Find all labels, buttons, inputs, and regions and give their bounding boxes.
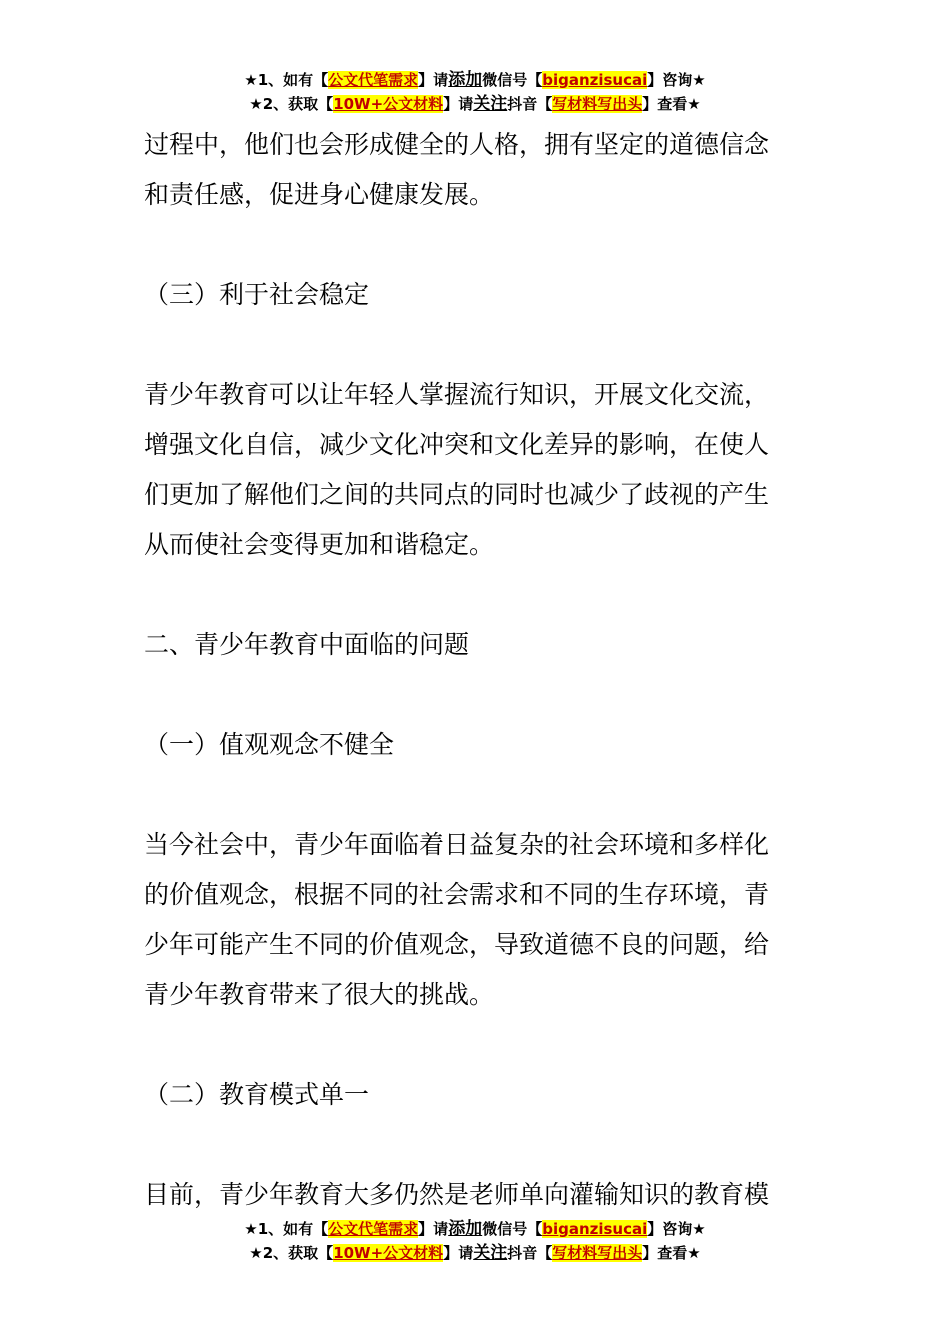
banner-emphasis: 关注 [473, 94, 508, 114]
paragraph-line: 少年可能产生不同的价值观念，导致道德不良的问题，给 [144, 930, 770, 959]
banner-highlight: 10W+公文材料 [333, 95, 444, 113]
banner-text: 】请 [418, 1220, 449, 1238]
paragraph-gap [144, 1120, 814, 1170]
banner-text: 抖音【 [507, 95, 553, 113]
banner-text: 】请 [418, 71, 449, 89]
paragraph-gap [144, 570, 814, 620]
banner-text: ★1、如有【 [244, 71, 329, 89]
paragraph-line: 和责任感，促进身心健康发展。 [144, 180, 495, 209]
paragraph-line: 目前，青少年教育大多仍然是老师单向灌输知识的教育模 [144, 1180, 770, 1209]
banner-text: 】查看★ [642, 95, 701, 113]
banner-text: 】请 [443, 95, 474, 113]
footer-banner [0, 1217, 950, 1265]
banner-emphasis: 添加 [448, 70, 483, 90]
banner-text: 】咨询★ [647, 71, 706, 89]
paragraph-gap [144, 320, 814, 370]
banner-highlight: biganzisucai [542, 1220, 648, 1238]
banner-text: 微信号【 [482, 1220, 543, 1238]
banner-text: 】请 [443, 1244, 474, 1262]
banner-highlight: 10W+公文材料 [333, 1244, 444, 1262]
paragraph-line: 们更加了解他们之间的共同点的同时也减少了歧视的产生 [144, 480, 770, 509]
section-heading: （二）教育模式单一 [144, 1080, 370, 1109]
paragraph-line: 青少年教育带来了很大的挑战。 [144, 980, 495, 1009]
banner-text: 】查看★ [642, 1244, 701, 1262]
banner-line-2 [0, 1241, 950, 1265]
paragraph-line: 当今社会中，青少年面临着日益复杂的社会环境和多样化 [144, 830, 770, 859]
paragraph-line: 从而使社会变得更加和谐稳定。 [144, 530, 495, 559]
paragraph-line: 增强文化自信，减少文化冲突和文化差异的影响，在使人 [144, 430, 770, 459]
section-heading: （一）值观观念不健全 [144, 730, 395, 759]
document-body [144, 120, 814, 1220]
banner-highlight: biganzisucai [542, 71, 648, 89]
banner-text: 抖音【 [507, 1244, 553, 1262]
banner-highlight: 写材料写出头 [552, 1244, 643, 1262]
banner-highlight: 公文代笔需求 [328, 71, 419, 89]
paragraph-gap [144, 220, 814, 270]
paragraph-gap [144, 1020, 814, 1070]
paragraph-line: 过程中，他们也会形成健全的人格，拥有坚定的道德信念 [144, 130, 770, 159]
banner-highlight: 写材料写出头 [552, 95, 643, 113]
banner-text: ★1、如有【 [244, 1220, 329, 1238]
banner-line-1 [0, 1217, 950, 1241]
banner-text: 】咨询★ [647, 1220, 706, 1238]
banner-text: ★2、获取【 [249, 95, 334, 113]
header-banner [0, 68, 950, 116]
paragraph-line: 的价值观念，根据不同的社会需求和不同的生存环境，青 [144, 880, 770, 909]
banner-emphasis: 添加 [448, 1219, 483, 1239]
banner-text: ★2、获取【 [249, 1244, 334, 1262]
paragraph-line: 青少年教育可以让年轻人掌握流行知识，开展文化交流， [144, 380, 770, 409]
banner-text: 微信号【 [482, 71, 543, 89]
banner-line-2 [0, 92, 950, 116]
section-heading: （三）利于社会稳定 [144, 280, 370, 309]
banner-emphasis: 关注 [473, 1243, 508, 1263]
paragraph-gap [144, 770, 814, 820]
paragraph-gap [144, 670, 814, 720]
banner-highlight: 公文代笔需求 [328, 1220, 419, 1238]
banner-line-1 [0, 68, 950, 92]
chapter-heading: 二、青少年教育中面临的问题 [144, 630, 470, 659]
